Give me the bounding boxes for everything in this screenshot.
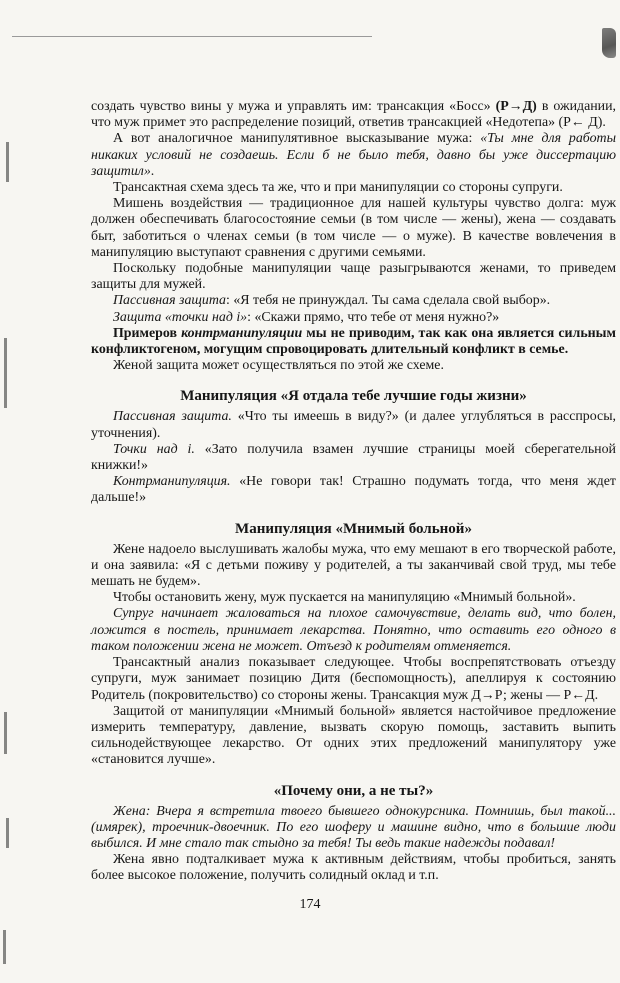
scan-edge-mark [6,142,9,182]
text-run: Пассивная защита. [113,409,232,425]
paragraph: Трансактный анализ показывает следующее. Чтобы воспрепятствовать отъезду супруги, муж занимает позицию Дитя (беспомощность), апеллируя к состоянию Родитель (покровительство) со стороны жены. Трансакция муж Д→Р; жены — Р←Д. [91,655,616,703]
paragraph: Трансактная схема здесь та же, что и при манипуляции со стороны супруги. [113,180,563,196]
section-heading: «Почему они, а не ты?» [273,782,434,799]
paragraph [91,326,616,358]
paragraph: Чтобы остановить жену, муж пускается на манипуляцию «Мнимый больной». [113,590,576,606]
paragraph [91,131,616,180]
paragraph [91,310,616,326]
paragraph [91,293,616,309]
text-run: в ожидании, что муж примет это распределение позиций, ответив трансакцией «Недотепа» (Р← Д). [91,99,617,131]
paragraph: Поскольку подобные манипуляции чаще разыгрываются женами, то приведем защиты для мужей. [91,261,616,293]
text-run: мы не приводим, так как она является сильным конфликтогеном, могущим спровоцировать длительный конфликт в семье. [91,325,616,358]
top-rule [12,36,372,37]
paragraph: Мишень воздействия — традиционное для нашей культуры чувство долга: муж должен обеспечивать благосостояние семьи (в том числе — жены), жена — создавать быт, заботиться о членах семьи (в том числе — о муже). В качестве вовлечения в манипуляцию выступают сравнения с другими семьями. [91,196,616,260]
text-run: Пассивная защита [113,293,226,309]
text-run: «Не говори так! Страшно подумать тогда, что меня ждет дальше!» [91,474,616,506]
section-heading: Манипуляция «Мнимый больной» [235,520,472,537]
text-run: «Ты мне для работы никаких условий не создаешь. Если б не было тебя, давно бы уже диссертацию защитил» [91,131,616,179]
text-run: контрманипуляции [181,325,303,341]
scan-edge-mark [6,818,9,848]
text-run: . [150,163,155,179]
scan-edge-mark [4,338,7,408]
text-run: Точки над i. [113,441,195,457]
text-run: (Р→Д) [495,99,537,114]
text-run: Примеров [113,325,182,341]
text-run: «Что ты имеешь в виду?» (и далее углубляться в расспросы, уточнения). [91,409,616,441]
paragraph [91,99,616,131]
text-run: Защита «точки над i» [113,309,248,325]
text-run: «Зато получила взамен лучшие страницы моей сберегательной книжки!» [91,441,616,474]
text-run: создать чувство вины у мужа и управлять им: трансакция «Босс» [91,99,496,114]
paragraph: Защитой от манипуляции «Мнимый больной» является настойчивое предложение измерить температуру, давление, вызвать скорую помощь, заставить выпить сильнодействующее лекарство. От одних этих предложений манипулятору уже «становится лучше». [91,703,616,768]
text-run: : «Я тебя не принуждал. Ты сама сделала свой выбор». [226,293,551,309]
paragraph [91,442,616,474]
text-run: А вот аналогичное манипулятивное высказывание мужа: [113,131,481,147]
paragraph [91,409,616,441]
text-run: Контрманипуляция. [113,474,231,490]
page-text [91,99,616,885]
page-number: 174 [299,897,321,912]
scan-corner-mark [602,28,616,58]
scan-edge-mark [3,930,6,964]
paragraph: Женой защита может осуществляться по этой же схеме. [113,358,444,374]
scan-edge-mark [4,712,7,754]
text-run: : «Скажи прямо, что тебе от меня нужно?» [247,309,500,325]
paragraph: Жене надоело выслушивать жалобы мужа, что ему мешают в его творческой работе, и она заявила: «Я с детьми поживу у родителей, а ты заканчивай свой труд, мы тебе мешать не будем». [91,541,616,590]
paragraph: Супруг начинает жаловаться на плохое самочувствие, делать вид, что болен, ложится в постель, принимает лекарства. Понятно, что оставить его одного в таком положении жена не может. Отъезд к родителям отменяется. [91,606,616,654]
paragraph [91,474,616,506]
paragraph: Жена явно подталкивает мужа к активным действиям, чтобы пробиться, занять более высокое положение, получить солидный оклад и т.п. [91,852,616,884]
section-heading: Манипуляция «Я отдала тебе лучшие годы жизни» [180,388,527,405]
paragraph: Жена: Вчера я встретила твоего бывшего однокурсника. Помнишь, был такой... (имярек), троечник-двоечник. По его шоферу и машине видно, что в большие люди выбился. И мне стало так стыдно за тебя! Ты ведь такие надежды подавал! [91,803,616,851]
